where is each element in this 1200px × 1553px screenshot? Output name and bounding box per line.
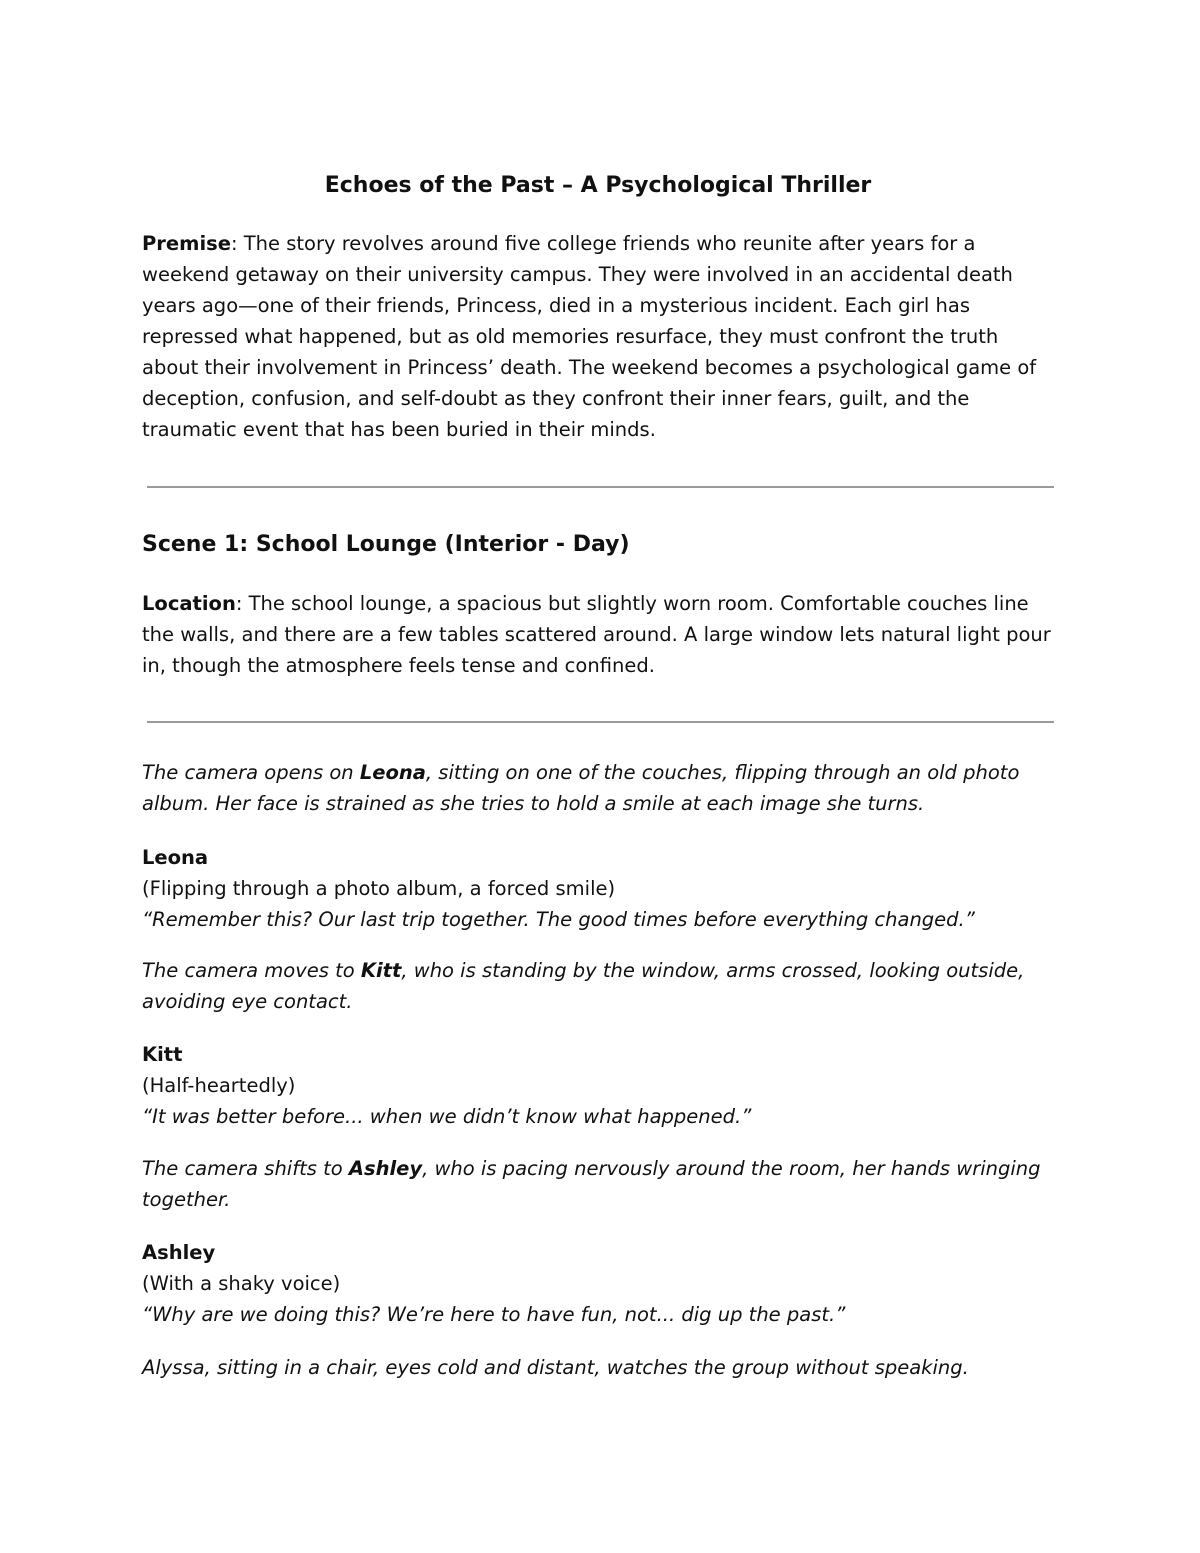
scene-heading: Scene 1: School Lounge (Interior - Day) <box>142 532 630 557</box>
action-text: The camera opens on <box>142 761 360 784</box>
character-mention: Leona <box>359 761 426 784</box>
document-title: Echoes of the Past – A Psychological Thriller <box>324 173 872 198</box>
action-paragraph <box>142 1153 1054 1215</box>
dialogue-block <box>142 842 1054 935</box>
action-paragraph: Alyssa, sitting in a chair, eyes cold and distant, watches the group without speaking. <box>142 1356 969 1379</box>
character-name: Kitt <box>142 1043 183 1066</box>
dialogue-block <box>142 1237 1054 1330</box>
action-text: The camera shifts to <box>142 1157 349 1180</box>
location-paragraph <box>142 588 1054 681</box>
character-name: Leona <box>142 846 209 869</box>
divider <box>147 721 1054 723</box>
dialogue-line: “Why are we doing this? We’re here to have fun, not... dig up the past.” <box>142 1303 846 1326</box>
location-text: : The school lounge, a spacious but slightly worn room. Comfortable couches line the walls, and there are a few tables scattered around. A large window lets natural light pour in, though the atmosphere feels tense and confined. <box>142 592 1051 677</box>
premise-label: Premise <box>142 232 231 255</box>
action-paragraph <box>142 757 1054 819</box>
action-text: , sitting on one of the couches, flipping through an old photo album. Her face is strained as she tries to hold a smile at each image she turns. <box>142 761 1020 815</box>
stage-direction: (With a shaky voice) <box>142 1272 341 1295</box>
dialogue-line: “Remember this? Our last trip together. The good times before everything changed.” <box>142 908 975 931</box>
divider <box>147 486 1054 488</box>
stage-direction: (Half-heartedly) <box>142 1074 296 1097</box>
dialogue-line: “It was better before... when we didn’t know what happened.” <box>142 1105 752 1128</box>
premise-text: : The story revolves around five college friends who reunite after years for a weekend getaway on their university campus. They were involved in an accidental death years ago—one of their friends, Princess, died in a mysterious incident. Each girl has repressed what happened, but as old memories resurface, they must confront the truth about their involvement in Princess’ death. The weekend becomes a psychological game of deception, confusion, and self-doubt as they confront their inner fears, guilt, and the traumatic event that has been buried in their minds. <box>142 232 1037 441</box>
character-mention: Kitt <box>360 959 402 982</box>
location-label: Location <box>142 592 236 615</box>
character-mention: Ashley <box>348 1157 423 1180</box>
action-text: The camera moves to <box>142 959 361 982</box>
stage-direction: (Flipping through a photo album, a forced smile) <box>142 877 616 900</box>
action-paragraph <box>142 955 1054 1017</box>
action-text: , who is standing by the window, arms crossed, looking outside, avoiding eye contact. <box>142 959 1025 1013</box>
action-text: , who is pacing nervously around the room, her hands wringing together. <box>142 1157 1041 1211</box>
dialogue-block <box>142 1039 1054 1132</box>
character-name: Ashley <box>142 1241 216 1264</box>
premise-paragraph <box>142 228 1054 445</box>
